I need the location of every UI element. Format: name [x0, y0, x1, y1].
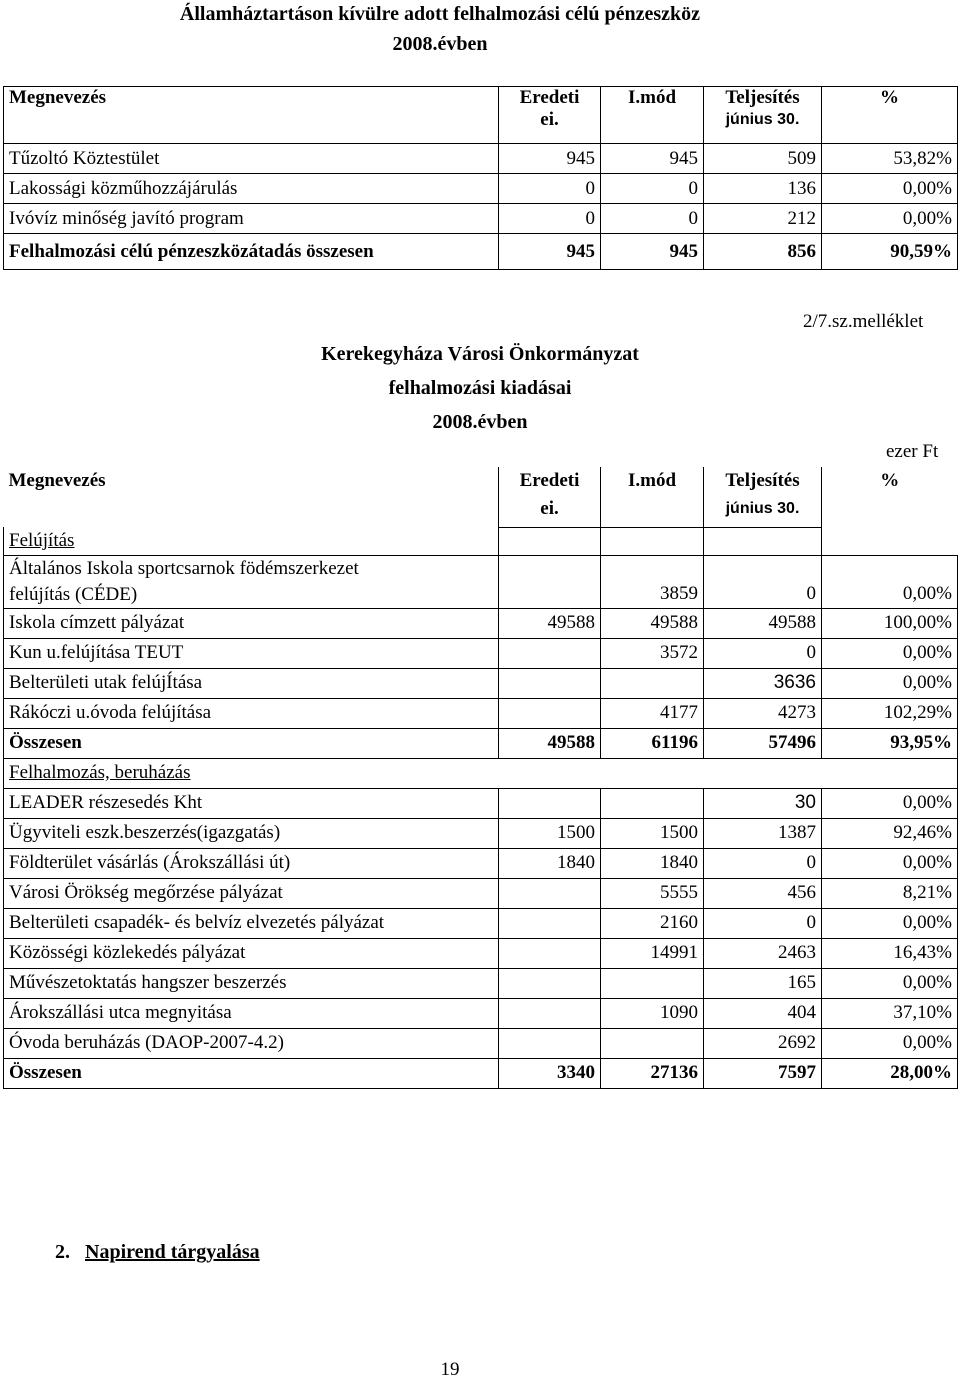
row-name: Árokszállási utca megnyitása: [4, 998, 499, 1028]
row-teljesites: 165: [704, 968, 822, 998]
total-name: Összesen: [4, 1058, 499, 1088]
row-imod: 0: [601, 174, 704, 204]
header-eredeti: Eredeti ei.: [499, 87, 601, 144]
table-row: [4, 848, 958, 878]
section-title-line1: Kerekegyháza Városi Önkormányzat: [321, 343, 639, 365]
row-eredeti: [499, 638, 601, 668]
annex-label: 2/7.sz.melléklet: [803, 311, 924, 332]
unit-label: ezer Ft: [886, 441, 939, 462]
row-name: Tűzoltó Köztestület: [4, 144, 499, 174]
top-title-line2: 2008.évben: [392, 33, 488, 55]
total-imod: 945: [601, 234, 704, 270]
agenda-item-number: 2.: [55, 1241, 70, 1263]
row-teljesites: 1387: [704, 818, 822, 848]
row-imod: [601, 1028, 704, 1058]
subtotal-pct: 93,95%: [822, 728, 958, 758]
table-row: [4, 788, 958, 818]
row-teljesites: 4273: [704, 698, 822, 728]
row-imod: 49588: [601, 608, 704, 638]
row-teljesites: 509: [704, 144, 822, 174]
total-eredeti: 3340: [499, 1058, 601, 1088]
row-eredeti: 1500: [499, 818, 601, 848]
row-teljesites: 0: [704, 908, 822, 938]
row-name: Ivóvíz minőség javító program: [4, 204, 499, 234]
row-teljesites: 136: [704, 174, 822, 204]
row-eredeti: [499, 788, 601, 818]
row-teljesites: 2692: [704, 1028, 822, 1058]
total-teljesites: 7597: [704, 1058, 822, 1088]
row-name: Belterületi csapadék- és belvíz elvezetés pályázat: [4, 908, 499, 938]
row-name: LEADER részesedés Kht: [4, 788, 499, 818]
row-name: Kun u.felújítása TEUT: [4, 638, 499, 668]
header-teljesites: Teljesítés június 30.: [704, 87, 822, 144]
row-name: Óvoda beruházás (DAOP-2007-4.2): [4, 1028, 499, 1058]
row-eredeti: [499, 555, 601, 608]
header-pct: %: [880, 470, 900, 491]
row-teljesites: 0: [704, 555, 822, 608]
capex-table: [3, 467, 958, 1089]
row-imod: 1500: [601, 818, 704, 848]
table-row: [4, 204, 958, 234]
subtotal-name: Összesen: [4, 728, 499, 758]
table-row: [4, 908, 958, 938]
table-row: [4, 638, 958, 668]
table-row: [4, 1028, 958, 1058]
category-row: [4, 527, 958, 555]
row-pct: 92,46%: [822, 818, 958, 848]
table-row: [4, 144, 958, 174]
row-teljesites: 3636: [704, 668, 822, 698]
row-eredeti: 0: [499, 174, 601, 204]
row-name: Földterület vásárlás (Árokszállási út): [4, 848, 499, 878]
row-pct: 53,82%: [822, 144, 958, 174]
subtotal-imod: 61196: [601, 728, 704, 758]
row-eredeti: 0: [499, 204, 601, 234]
row-eredeti: 1840: [499, 848, 601, 878]
row-imod: 14991: [601, 938, 704, 968]
row-pct: 0,00%: [822, 638, 958, 668]
row-teljesites: 404: [704, 998, 822, 1028]
total-row: [4, 1058, 958, 1088]
row-name: Közösségi közlekedés pályázat: [4, 938, 499, 968]
row-pct: 102,29%: [822, 698, 958, 728]
row-pct: 0,00%: [822, 174, 958, 204]
subtotal-row: [4, 728, 958, 758]
row-name: Városi Örökség megőrzése pályázat: [4, 878, 499, 908]
row-imod: 3572: [601, 638, 704, 668]
agenda-item-text: Napirend tárgyalása: [85, 1241, 260, 1263]
table-header-row: [4, 467, 958, 527]
header-pct: %: [822, 87, 958, 144]
row-pct: 0,00%: [822, 204, 958, 234]
row-eredeti: [499, 938, 601, 968]
total-name: Felhalmozási célú pénzeszközátadás összesen: [4, 234, 499, 270]
category-beruhazas: Felhalmozás, beruházás: [4, 758, 499, 788]
table-row: [4, 878, 958, 908]
table-row: [4, 608, 958, 638]
row-teljesites: 49588: [704, 608, 822, 638]
row-eredeti: [499, 1028, 601, 1058]
row-imod: [601, 788, 704, 818]
total-teljesites: 856: [704, 234, 822, 270]
row-teljesites: 0: [704, 638, 822, 668]
table-row: [4, 698, 958, 728]
transfers-table: [3, 86, 958, 270]
row-pct: 100,00%: [822, 608, 958, 638]
row-eredeti: [499, 668, 601, 698]
row-teljesites: 2463: [704, 938, 822, 968]
row-imod: 945: [601, 144, 704, 174]
row-eredeti: [499, 998, 601, 1028]
total-eredeti: 945: [499, 234, 601, 270]
table-row: [4, 174, 958, 204]
row-name: Művészetoktatás hangszer beszerzés: [4, 968, 499, 998]
row-imod: [601, 668, 704, 698]
total-pct: 90,59%: [822, 234, 958, 270]
header-eredeti: Eredeti ei.: [499, 467, 601, 527]
table-row: [4, 818, 958, 848]
table-row: [4, 998, 958, 1028]
header-teljesites: Teljesítés június 30.: [704, 467, 822, 527]
table-row: [4, 668, 958, 698]
row-imod: 3859: [601, 555, 704, 608]
header-imod: I.mód: [601, 87, 704, 144]
row-pct: 0,00%: [822, 668, 958, 698]
row-name: Belterületi utak felújÍtása: [4, 668, 499, 698]
page-number: 19: [440, 1359, 460, 1380]
row-name: Általános Iskola sportcsarnok födémszerkezet felújítás (CÉDE): [4, 555, 499, 608]
category-felujitas: Felújítás: [4, 527, 499, 555]
row-name: Iskola címzett pályázat: [4, 608, 499, 638]
agenda-item: [55, 1241, 260, 1264]
row-pct: 37,10%: [822, 998, 958, 1028]
table-row: [4, 938, 958, 968]
row-imod: 2160: [601, 908, 704, 938]
row-imod: 5555: [601, 878, 704, 908]
section-title-line3: 2008.évben: [432, 411, 528, 433]
row-name: Rákóczi u.óvoda felújítása: [4, 698, 499, 728]
row-imod: 1090: [601, 998, 704, 1028]
total-pct: 28,00%: [822, 1058, 958, 1088]
table-row: [4, 968, 958, 998]
row-pct: 0,00%: [822, 848, 958, 878]
row-name: Lakossági közműhozzájárulás: [4, 174, 499, 204]
row-teljesites: 30: [704, 788, 822, 818]
row-pct: 0,00%: [822, 788, 958, 818]
row-eredeti: [499, 878, 601, 908]
row-pct: 0,00%: [822, 1028, 958, 1058]
row-pct: 0,00%: [822, 968, 958, 998]
section-title-line2: felhalmozási kiadásai: [388, 377, 572, 399]
row-imod: 1840: [601, 848, 704, 878]
row-pct: 0,00%: [822, 555, 958, 608]
header-name: Megnevezés: [4, 87, 499, 144]
row-imod: 0: [601, 204, 704, 234]
total-imod: 27136: [601, 1058, 704, 1088]
row-pct: 16,43%: [822, 938, 958, 968]
row-eredeti: [499, 968, 601, 998]
total-row: [4, 234, 958, 270]
row-teljesites: 212: [704, 204, 822, 234]
row-eredeti: [499, 908, 601, 938]
row-eredeti: 945: [499, 144, 601, 174]
table-header-row: [4, 87, 958, 144]
row-teljesites: 456: [704, 878, 822, 908]
top-title-line1: Államháztartáson kívülre adott felhalmozási célú pénzeszköz: [179, 3, 701, 25]
row-imod: 4177: [601, 698, 704, 728]
row-name: Ügyviteli eszk.beszerzés(igazgatás): [4, 818, 499, 848]
header-imod: I.mód: [601, 467, 704, 527]
row-imod: [601, 968, 704, 998]
row-eredeti: 49588: [499, 608, 601, 638]
header-name: Megnevezés: [8, 470, 106, 491]
row-eredeti: [499, 698, 601, 728]
subtotal-eredeti: 49588: [499, 728, 601, 758]
row-pct: 8,21%: [822, 878, 958, 908]
category-row: [4, 758, 958, 788]
subtotal-teljesites: 57496: [704, 728, 822, 758]
row-teljesites: 0: [704, 848, 822, 878]
row-pct: 0,00%: [822, 908, 958, 938]
table-row: [4, 555, 958, 608]
